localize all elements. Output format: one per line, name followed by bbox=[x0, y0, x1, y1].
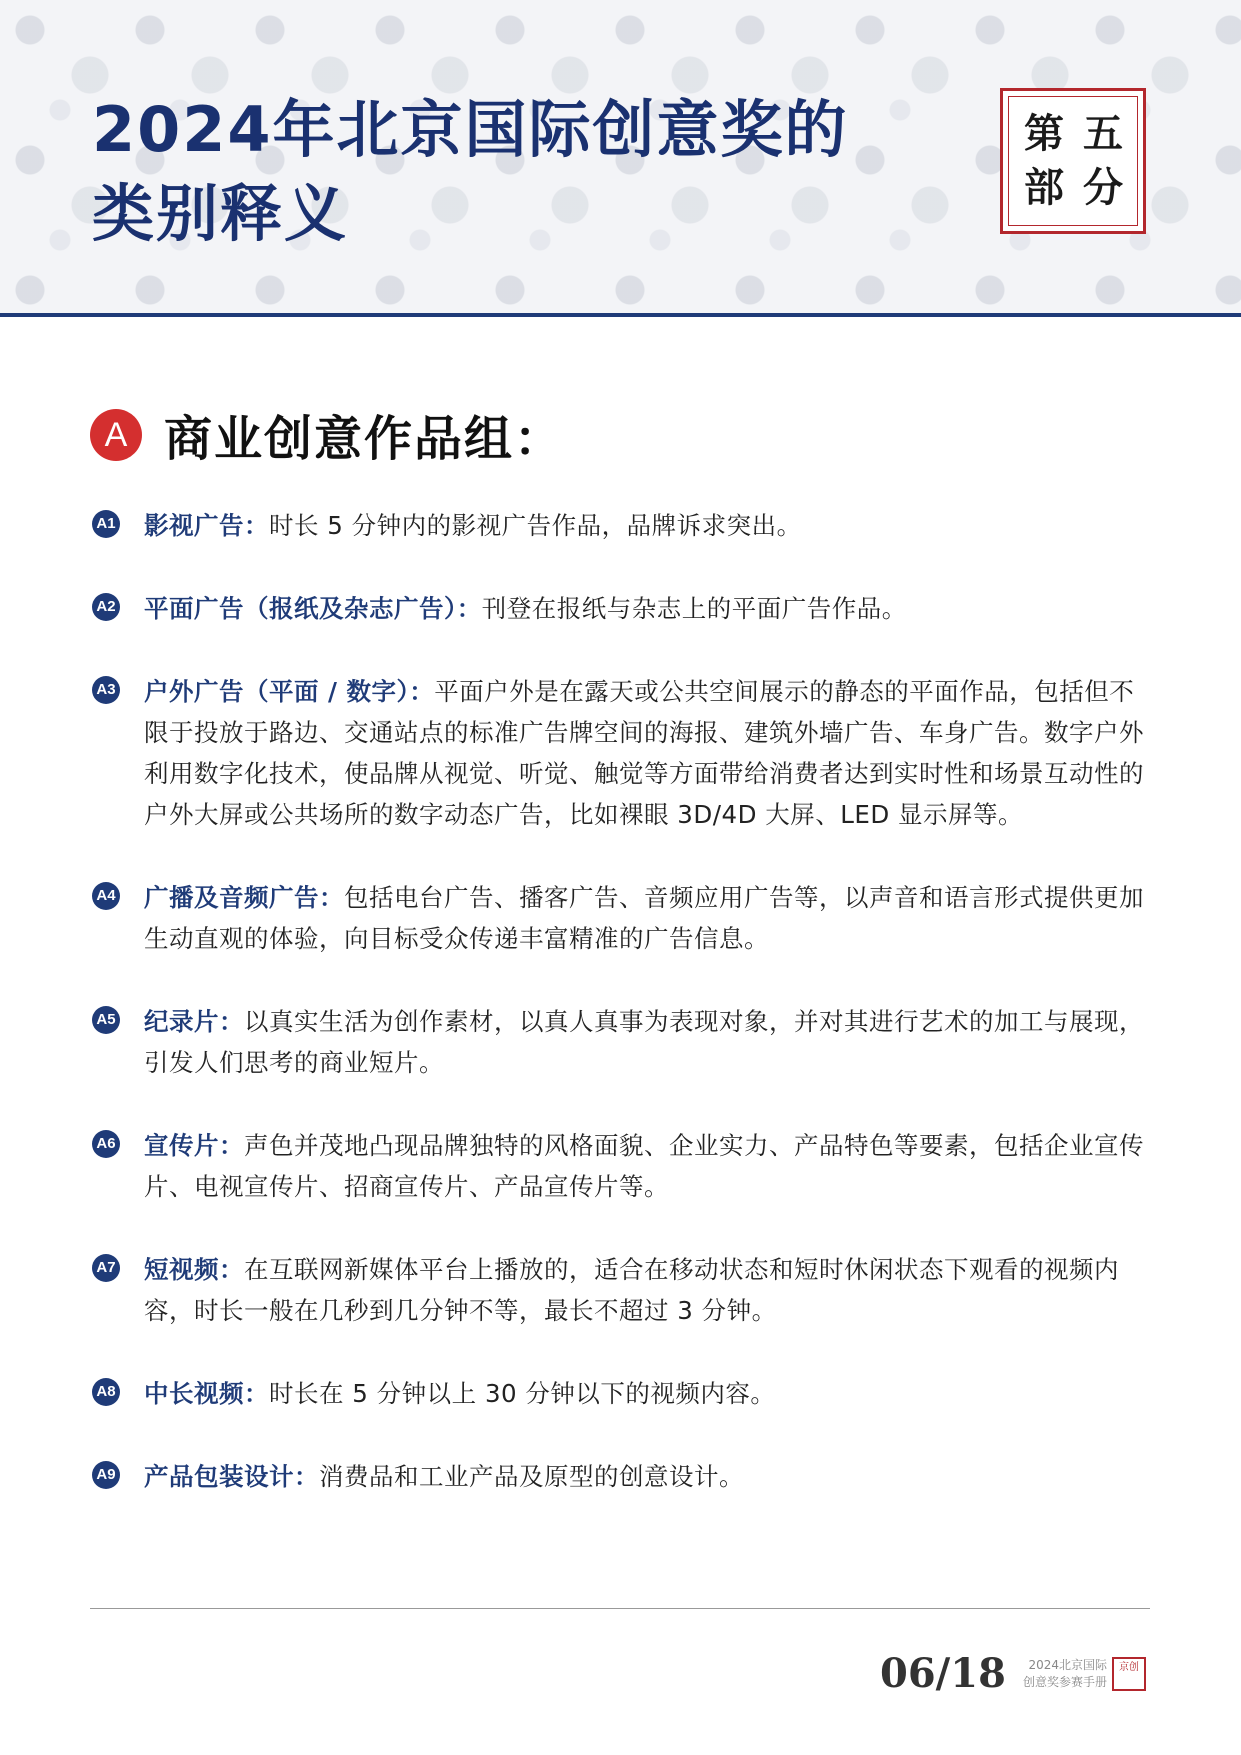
seal-char: 五 bbox=[1083, 110, 1123, 157]
item-term: 短视频： bbox=[144, 1255, 244, 1284]
item-desc: 以真实生活为创作素材，以真人真事为表现对象，并对其进行艺术的加工与展现，引发人们思考的商业短片。 bbox=[144, 1007, 1144, 1077]
item-text bbox=[144, 671, 1150, 835]
item-desc: 平面户外是在露天或公共空间展示的静态的平面作品，包括但不限于投放于路边、交通站点的标准广告牌空间的海报、建筑外墙广告、车身广告。数字户外利用数字化技术，使品牌从视觉、听觉、触觉等方面带给消费者达到实时性和场景互动性的户外大屏或公共场所的数字动态广告，比如裸眼 3D/4D 大屏、LED 显示屏等。 bbox=[144, 677, 1144, 829]
item-desc: 刊登在报纸与杂志上的平面广告作品。 bbox=[481, 594, 907, 623]
item-text bbox=[144, 505, 1150, 546]
item-code-badge: A6 bbox=[92, 1130, 120, 1158]
item-code-badge: A5 bbox=[92, 1006, 120, 1034]
seal-char: 第 bbox=[1024, 110, 1064, 157]
item-code-badge: A9 bbox=[92, 1461, 120, 1489]
item-desc: 在互联网新媒体平台上播放的，适合在移动状态和短时休闲状态下观看的视频内容，时长一般在几秒到几分钟不等，最长不超过 3 分钟。 bbox=[144, 1255, 1119, 1325]
page-title bbox=[92, 88, 849, 256]
page-title-line2: 类别释义 bbox=[92, 177, 349, 250]
item-text bbox=[144, 1001, 1150, 1083]
item-code-badge: A4 bbox=[92, 882, 120, 910]
page-number: 06/18 bbox=[880, 1650, 1006, 1697]
item-term: 产品包装设计： bbox=[144, 1462, 319, 1491]
section-badge: A bbox=[90, 409, 142, 461]
item-desc: 时长在 5 分钟以上 30 分钟以下的视频内容。 bbox=[269, 1379, 776, 1408]
item-term: 纪录片： bbox=[144, 1007, 244, 1036]
item-text bbox=[144, 1373, 1150, 1414]
part-seal bbox=[1000, 88, 1146, 234]
item-text bbox=[144, 877, 1150, 959]
item-code-badge: A7 bbox=[92, 1254, 120, 1282]
footer-logo-icon: 京创 bbox=[1112, 1657, 1146, 1691]
item-term: 广播及音频广告： bbox=[144, 883, 344, 912]
item-desc: 包括电台广告、播客广告、音频应用广告等，以声音和语言形式提供更加生动直观的体验，向目标受众传递丰富精准的广告信息。 bbox=[144, 883, 1144, 953]
footer-brand-line2: 创意奖参赛手册 bbox=[1022, 1675, 1107, 1689]
item-term: 宣传片： bbox=[144, 1131, 244, 1160]
item-term: 中长视频： bbox=[144, 1379, 269, 1408]
item-desc: 时长 5 分钟内的影视广告作品，品牌诉求突出。 bbox=[269, 511, 802, 540]
section-header bbox=[90, 400, 564, 469]
header-divider bbox=[0, 313, 1241, 317]
item-code-badge: A2 bbox=[92, 593, 120, 621]
item-text bbox=[144, 1125, 1150, 1207]
item-desc: 声色并茂地凸现品牌独特的风格面貌、企业实力、产品特色等要素，包括企业宣传片、电视宣传片、招商宣传片、产品宣传片等。 bbox=[144, 1131, 1144, 1201]
item-desc: 消费品和工业产品及原型的创意设计。 bbox=[319, 1462, 744, 1491]
page-title-line1: 2024年北京国际创意奖的 bbox=[92, 93, 849, 166]
seal-char: 分 bbox=[1083, 164, 1123, 211]
item-term: 平面广告（报纸及杂志广告）： bbox=[144, 594, 482, 623]
item-term: 影视广告： bbox=[144, 511, 269, 540]
footer-brand bbox=[1012, 1657, 1107, 1691]
item-text bbox=[144, 1456, 1150, 1497]
footer-divider bbox=[90, 1608, 1150, 1609]
item-term: 户外广告（平面 / 数字）： bbox=[144, 677, 435, 706]
item-code-badge: A1 bbox=[92, 510, 120, 538]
item-code-badge: A8 bbox=[92, 1378, 120, 1406]
seal-char: 部 bbox=[1024, 164, 1064, 211]
section-title: 商业创意作品组： bbox=[164, 411, 565, 467]
item-code-badge: A3 bbox=[92, 676, 120, 704]
item-text bbox=[144, 1249, 1150, 1331]
item-text bbox=[144, 588, 1150, 629]
footer-brand-line1: 2024北京国际 bbox=[1028, 1658, 1107, 1672]
